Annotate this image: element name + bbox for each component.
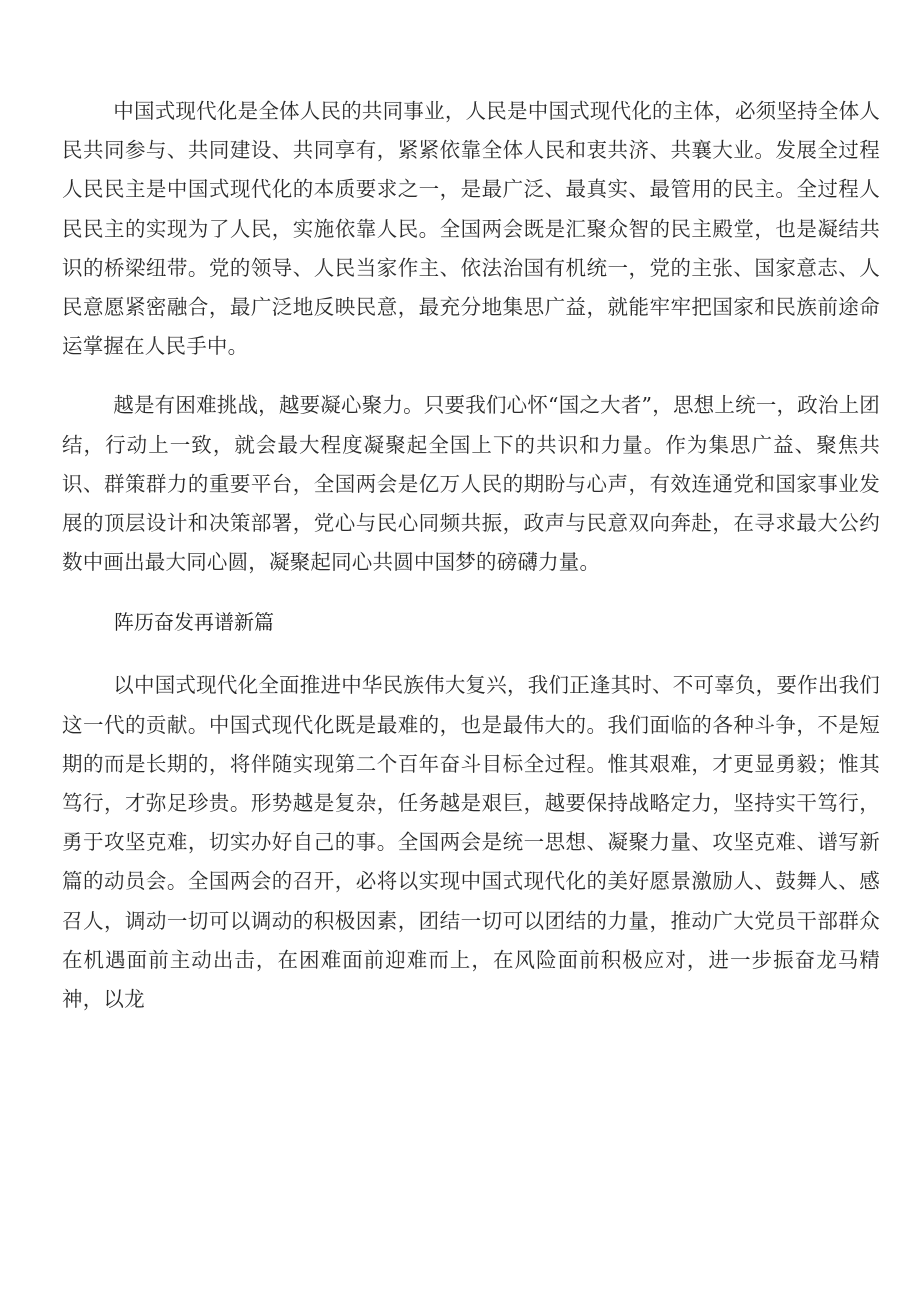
document-page — [62, 92, 880, 1019]
paragraph-2: 越是有困难挑战，越要凝心聚力。只要我们心怀“国之大者”，思想上统一，政治上团结，行动上一致，就会最大程度凝聚起全国上下的共识和力量。作为集思广益、聚焦共识、群策群力的重要平台，全国两会是亿万人民的期盼与心声，有效连通党和国家事业发展的顶层设计和决策部署，党心与民心同频共振，政声与民意双向奔赴，在寻求最大公约数中画出最大同心圆，凝聚起同心共圆中国梦的磅礴力量。 — [62, 393, 880, 575]
paragraph-1: 中国式现代化是全体人民的共同事业，人民是中国式现代化的主体，必须坚持全体人民共同参与、共同建设、共同享有，紧紧依靠全体人民和衷共济、共襄大业。发展全过程人民民主是中国式现代化的本质要求之一，是最广泛、最真实、最管用的民主。全过程人民民主的实现为了人民，实施依靠人民。全国两会既是汇聚众智的民主殿堂，也是凝结共识的桥梁纽带。党的领导、人民当家作主、依法治国有机统一，党的主张、国家意志、人民意愿紧密融合，最广泛地反映民意，最充分地集思广益，就能牢牢把国家和民族前途命运掌握在人民手中。 — [62, 99, 880, 359]
paragraph-3: 以中国式现代化全面推进中华民族伟大复兴，我们正逢其时、不可辜负，要作出我们这一代的贡献。中国式现代化既是最难的，也是最伟大的。我们面临的各种斗争，不是短期的而是长期的，将伴随实现第二个百年奋斗目标全过程。惟其艰难，才更显勇毅；惟其笃行，才弥足珍贵。形势越是复杂，任务越是艰巨，越要保持战略定力，坚持实干笃行，勇于攻坚克难，切实办好自己的事。全国两会是统一思想、凝聚力量、攻坚克难、谱写新篇的动员会。全国两会的召开，必将以实现中国式现代化的美好愿景激励人、鼓舞人、感召人，调动一切可以调动的积极因素，团结一切可以团结的力量，推动广大党员干部群众在机遇面前主动出击，在困难面前迎难而上，在风险面前积极应对，进一步振奋龙马精神，以龙 — [62, 673, 880, 1012]
section-heading: 阵历奋发再谱新篇 — [114, 610, 274, 635]
